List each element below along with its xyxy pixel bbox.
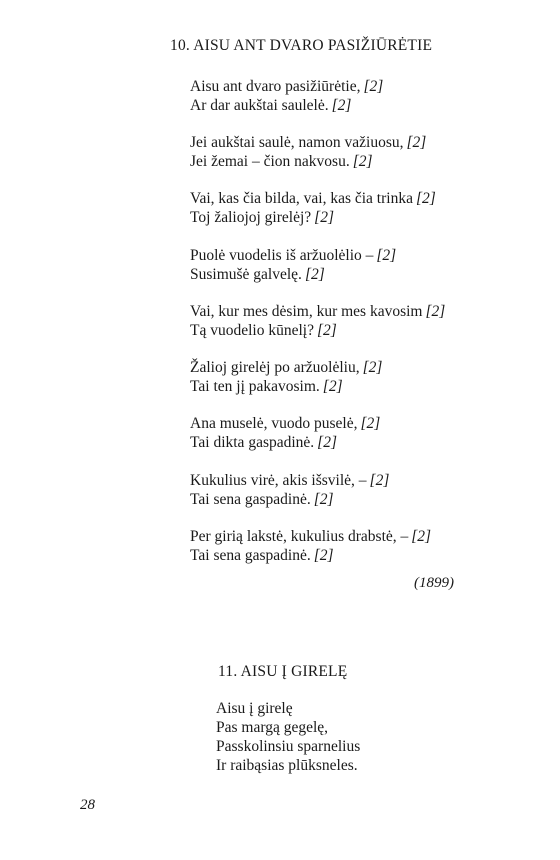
- repeat-mark: [2]: [314, 209, 334, 226]
- repeat-mark: [2]: [313, 547, 334, 564]
- verse-text: Jei žemai – čion nakvosu.: [190, 153, 350, 170]
- verse-text: Ana muselė, vuodo puselė,: [190, 415, 358, 432]
- verse-line: [190, 377, 382, 396]
- verse-text: Vai, kur mes dėsim, kur mes kavosim: [190, 303, 423, 320]
- stanza: [190, 358, 382, 396]
- stanza: [216, 699, 360, 775]
- stanza: [190, 77, 383, 115]
- verse-text: Toj žaliojoj girelėj?: [190, 209, 312, 226]
- repeat-mark: [2]: [322, 378, 343, 395]
- verse-line: [216, 718, 360, 737]
- song-title: 10. AISU ANT DVARO PASIŽIŪRĖTIE: [170, 37, 433, 54]
- repeat-mark: [2]: [369, 472, 390, 489]
- repeat-mark: [2]: [316, 322, 337, 339]
- song-year: (1899): [414, 575, 454, 591]
- stanza: [190, 133, 426, 171]
- verse-text: Aisu ant dvaro pasižiūrėtie,: [190, 78, 361, 95]
- verse-text: Jei aukštai saulė, namon važiuosu,: [190, 134, 404, 151]
- verse-line: [190, 246, 396, 265]
- page-number: 28: [80, 797, 95, 813]
- verse-line: [190, 77, 383, 96]
- stanza: [190, 471, 389, 509]
- verse-line: [190, 546, 431, 565]
- verse-line: [190, 358, 382, 377]
- repeat-mark: [2]: [317, 434, 337, 451]
- repeat-mark: [2]: [363, 78, 384, 95]
- repeat-mark: [2]: [313, 491, 334, 508]
- verse-line: [190, 208, 436, 227]
- verse-text: Žalioj girelėj po aržuolėliu,: [190, 359, 360, 376]
- verse-line: [190, 490, 389, 509]
- verse-text: Per girią lakstė, kukulius drabstė, –: [190, 528, 409, 545]
- verse-line: [190, 302, 445, 321]
- verse-line: [190, 321, 445, 340]
- verse-line: [190, 471, 389, 490]
- verse-text: Tą vuodelio kūnelį?: [190, 322, 314, 339]
- verse-line: [216, 756, 360, 775]
- repeat-mark: [2]: [415, 190, 436, 207]
- stanza: [190, 414, 380, 452]
- stanza: [190, 527, 431, 565]
- repeat-mark: [2]: [360, 415, 381, 432]
- verse-text: Ir raibąsias plūksneles.: [216, 757, 358, 774]
- verse-line: [190, 96, 383, 115]
- repeat-mark: [2]: [411, 528, 432, 545]
- verse-line: [190, 527, 431, 546]
- verse-line: [190, 414, 380, 433]
- verse-line: [190, 189, 436, 208]
- verse-text: Puolė vuodelis iš aržuolėlio –: [190, 247, 374, 264]
- stanza: [190, 302, 445, 340]
- verse-line: [216, 737, 360, 756]
- verse-line: [190, 152, 426, 171]
- verse-text: Tai ten jį pakavosim.: [190, 378, 320, 395]
- verse-line: [190, 265, 396, 284]
- repeat-mark: [2]: [304, 266, 325, 283]
- repeat-mark: [2]: [362, 359, 383, 376]
- verse-text: Ar dar aukštai saulelė.: [190, 97, 329, 114]
- verse-text: Aisu į girelę: [216, 700, 293, 717]
- repeat-mark: [2]: [406, 134, 427, 151]
- repeat-mark: [2]: [425, 303, 446, 320]
- verse-line: [190, 433, 380, 452]
- verse-text: Tai dikta gaspadinė.: [190, 434, 315, 451]
- song-title: 11. AISU Į GIRELĘ: [218, 663, 348, 680]
- verse-text: Vai, kas čia bilda, vai, kas čia trinka: [190, 190, 413, 207]
- verse-text: Passkolinsiu sparnelius: [216, 738, 361, 755]
- verse-line: [190, 133, 426, 152]
- stanza: [190, 246, 396, 284]
- verse-text: Tai sena gaspadinė.: [190, 547, 311, 564]
- repeat-mark: [2]: [331, 97, 352, 114]
- verse-line: [216, 699, 360, 718]
- stanza: [190, 189, 436, 227]
- verse-text: Pas margą gegelę,: [216, 719, 329, 736]
- verse-text: Tai sena gaspadinė.: [190, 491, 311, 508]
- verse-text: Kukulius virė, akis išsvilė, –: [190, 472, 367, 489]
- verse-text: Susimušė galvelę.: [190, 266, 302, 283]
- repeat-mark: [2]: [376, 247, 397, 264]
- repeat-mark: [2]: [352, 153, 373, 170]
